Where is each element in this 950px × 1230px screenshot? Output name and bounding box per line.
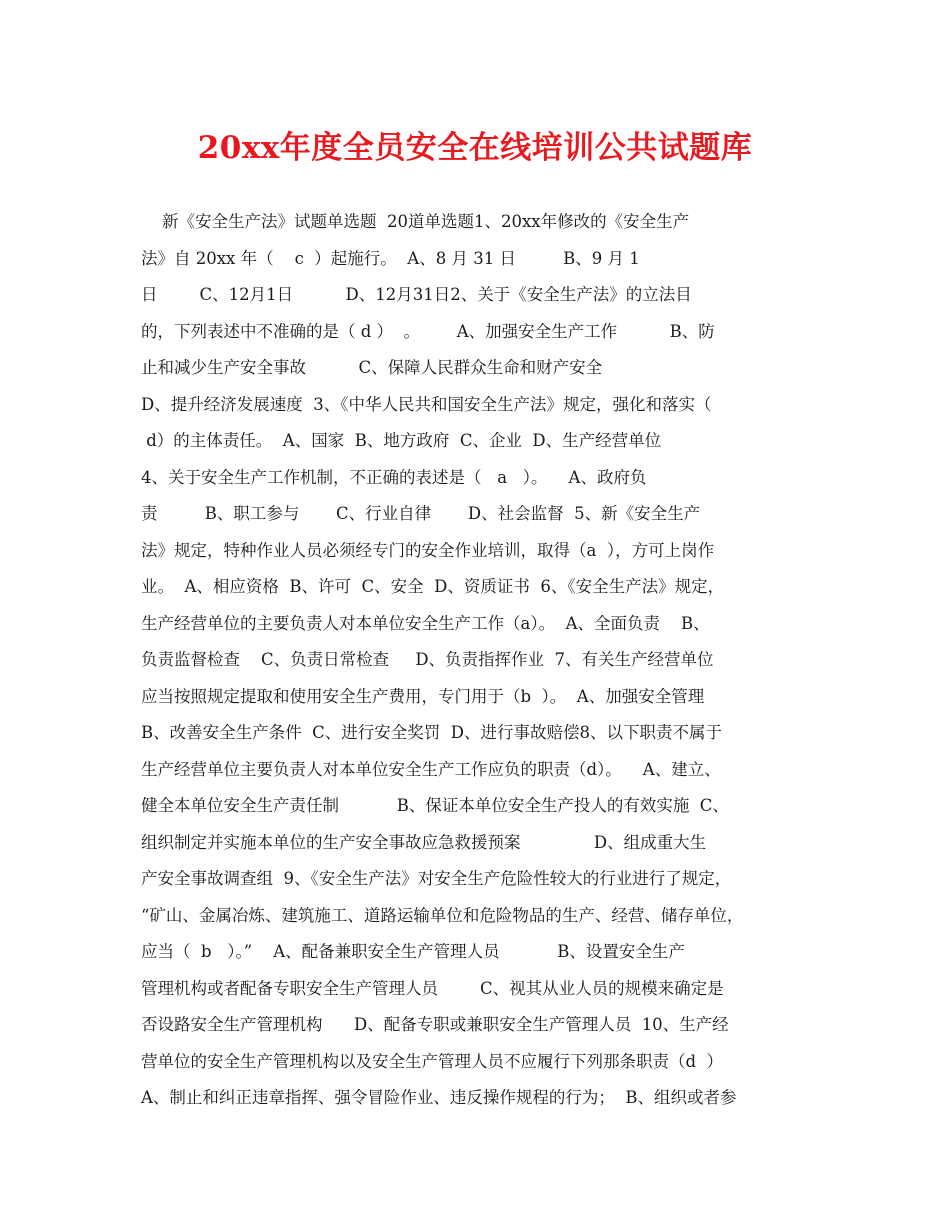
body-line: 责 B、职工参与 C、行业自律 D、社会监督 5、新《安全生产 <box>141 504 701 523</box>
body-line: 营单位的安全生产管理机构以及安全生产管理人员不应履行下列那条职责（d ） <box>141 1051 724 1071</box>
body-line: 组织制定并实施本单位的生产安全事故应急救援预案 D、组成重大生 <box>141 832 707 852</box>
body-line: “矿山、金属冶炼、建筑施工、道路运输单位和危险物品的生产、经营、储存单位， <box>141 905 744 925</box>
body-line: 健全本单位安全生产责任制 B、保证本单位安全生产投人的有效实施 C、 <box>141 796 729 815</box>
body-line: D、提升经济发展速度 3、《中华人民共和国安全生产法》规定，强化和落实（ <box>141 394 712 414</box>
body-line: 止和减少生产安全事故 C、保障人民群众生命和财产安全 <box>141 358 603 377</box>
body-line: 负责监督检查 C、负责日常检查 D、负责指挥作业 7、有关生产经营单位 <box>141 650 714 669</box>
body-line: 应当按照规定提取和使用安全生产费用，专门用于（b ）。 A、加强安全管理 <box>141 686 705 706</box>
body-line: 业。 A、相应资格 B、许可 C、安全 D、资质证书 6、《安全生产法》规定， <box>141 577 725 596</box>
body-line: A、制止和纠正违章指挥、强令冒险作业、违反操作规程的行为； B、组织或者参 <box>141 1088 737 1107</box>
body-line: 的，下列表述中不准确的是（ d ） 。 A、加强安全生产工作 B、防 <box>141 321 715 341</box>
document-body <box>141 204 813 1117</box>
body-line: 法》自 20xx 年（ c ）起施行。 A、8 月 31 日 B、9 月 1 <box>141 248 640 268</box>
body-line: 法》规定，特种作业人员必须经专门的安全作业培训，取得（a ），方可上岗作 <box>141 540 715 560</box>
body-line: 否设路安全生产管理机构 D、配备专职或兼职安全生产管理人员 10、生产经 <box>141 1015 729 1034</box>
document-title: 20xx年度全员安全在线培训公共试题库 <box>197 130 753 166</box>
body-line: d）的主体责任。 A、国家 B、地方政府 C、企业 D、生产经营单位 <box>141 431 662 450</box>
body-line: 生产经营单位的主要负责人对本单位安全生产工作（a）。 A、全面负责 B、 <box>141 613 710 633</box>
body-line: 生产经营单位主要负责人对本单位安全生产工作应负的职责（d）。 A、建立、 <box>141 759 721 779</box>
body-line: 应当（ b ）。” A、配备兼职安全生产管理人员 B、设置安全生产 <box>141 942 685 961</box>
body-line: 管理机构或者配备专职安全生产管理人员 C、视其从业人员的规模来确定是 <box>141 978 724 998</box>
body-line: 4、关于安全生产工作机制，不正确的表述是（ a ）。 A、政府负 <box>141 467 647 487</box>
body-line: 日 C、12月1日 D、12月31日2、关于《安全生产法》的立法目 <box>141 285 692 304</box>
body-line: 产安全事故调查组 9、《安全生产法》对安全生产危险性较大的行业进行了规定， <box>141 869 732 888</box>
body-line: 新《安全生产法》试题单选题 20道单选题1、20xx年修改的《安全生产 <box>141 212 690 231</box>
body-line: B、改善安全生产条件 C、进行安全奖罚 D、进行事故赔偿8、以下职责不属于 <box>141 723 722 742</box>
